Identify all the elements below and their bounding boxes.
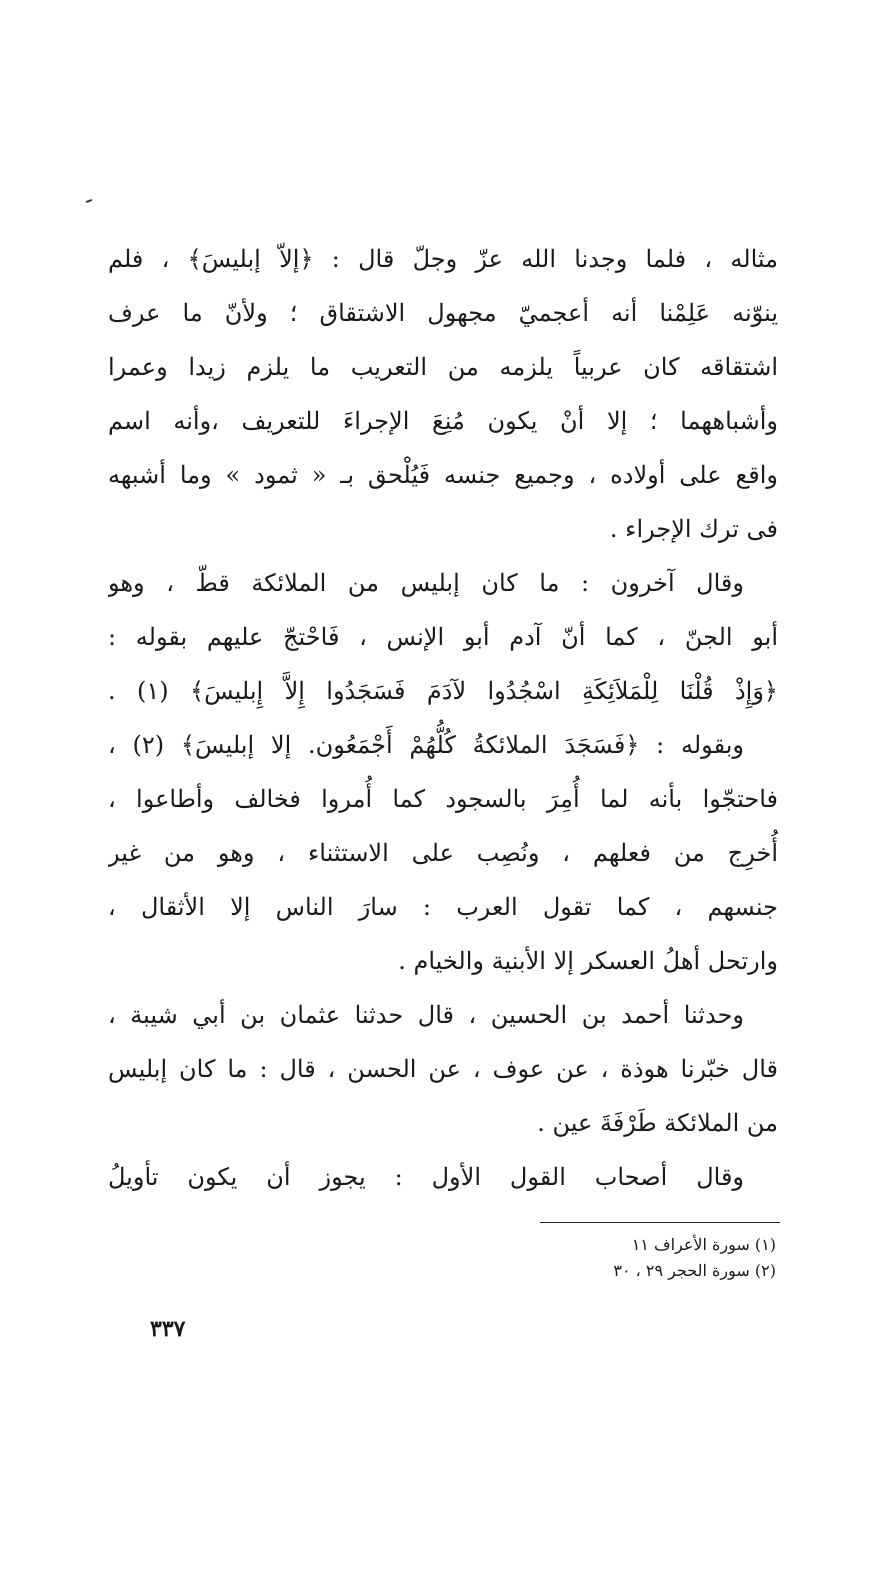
text-line: وأشباههما ؛ إلا أنْ يكون مُنِعَ الإجراءَ للتعريف ،وأنه اسم [108, 407, 778, 435]
text-line: وقال آخرون : ما كان إبليس من الملائكة قطّ ، وهو [108, 569, 744, 597]
text-line: فاحتجّوا بأنه لما أُمِرَ بالسجود كما أُمروا فخالف وأطاعوا ، [108, 785, 778, 813]
footnote: (٢) سورة الحجر ٢٩ ، ٣٠ [613, 1261, 776, 1280]
text-line: من الملائكة طَرْفَةَ عين . [537, 1109, 778, 1137]
page-number: ٣٣٧ [150, 1316, 186, 1342]
text-line: فى ترك الإجراء . [609, 515, 778, 543]
text-line: وبقوله : ﴿فَسَجَدَ الملائكةُ كُلُّهُمْ أَجْمَعُون. إلا إبليسَ﴾ (٢) ، [108, 731, 744, 759]
text-line: قال خبّرنا هوذة ، عن عوف ، عن الحسن ، قال : ما كان إبليس [108, 1055, 778, 1083]
text-line: ﴿وَإِذْ قُلْنَا لِلْمَلاَئِكَةِ اسْجُدُوا لآدَمَ فَسَجَدُوا إِلاَّ إِبليسَ﴾ (١) . [108, 677, 778, 705]
text-line: وحدثنا أحمد بن الحسين ، قال حدثنا عثمان بن أبي شيبة ، [108, 1001, 744, 1029]
stray-mark [86, 199, 92, 203]
footnote: (١) سورة الأعراف ١١ [631, 1235, 776, 1254]
text-line: أُخرِج من فعلهم ، ونُصِب على الاستثناء ، وهو من غير [108, 839, 778, 867]
body-text [108, 232, 778, 1204]
text-line: جنسهم ، كما تقول العرب : سارَ الناس إلا الأثقال ، [108, 893, 778, 921]
footnote-divider [540, 1222, 780, 1223]
text-line: اشتقاقه كان عربياً يلزمه من التعريب ما يلزم زيدا وعمرا [108, 353, 778, 381]
text-line: وارتحل أهلُ العسكر إلا الأبنية والخيام . [398, 947, 778, 975]
text-line: مثاله ، فلما وجدنا الله عزّ وجلّ قال : ﴿إلاّ إبليسَ﴾ ، فلم [108, 245, 778, 273]
text-line: ينوّنه عَلِمْنا أنه أعجميّ مجهول الاشتقاق ؛ ولأنّ ما عرف [108, 299, 778, 327]
text-line: واقع على أولاده ، وجميع جنسه فَيُلْحق بـ « ثمود » وما أشبهه [108, 461, 778, 489]
text-line: أبو الجنّ ، كما أنّ آدم أبو الإنس ، فَاحْتجّ عليهم بقوله : [108, 623, 778, 651]
text-line: وقال أصحاب القول الأول : يجوز أن يكون تأويلُ [108, 1163, 744, 1191]
footnotes [540, 1232, 780, 1284]
